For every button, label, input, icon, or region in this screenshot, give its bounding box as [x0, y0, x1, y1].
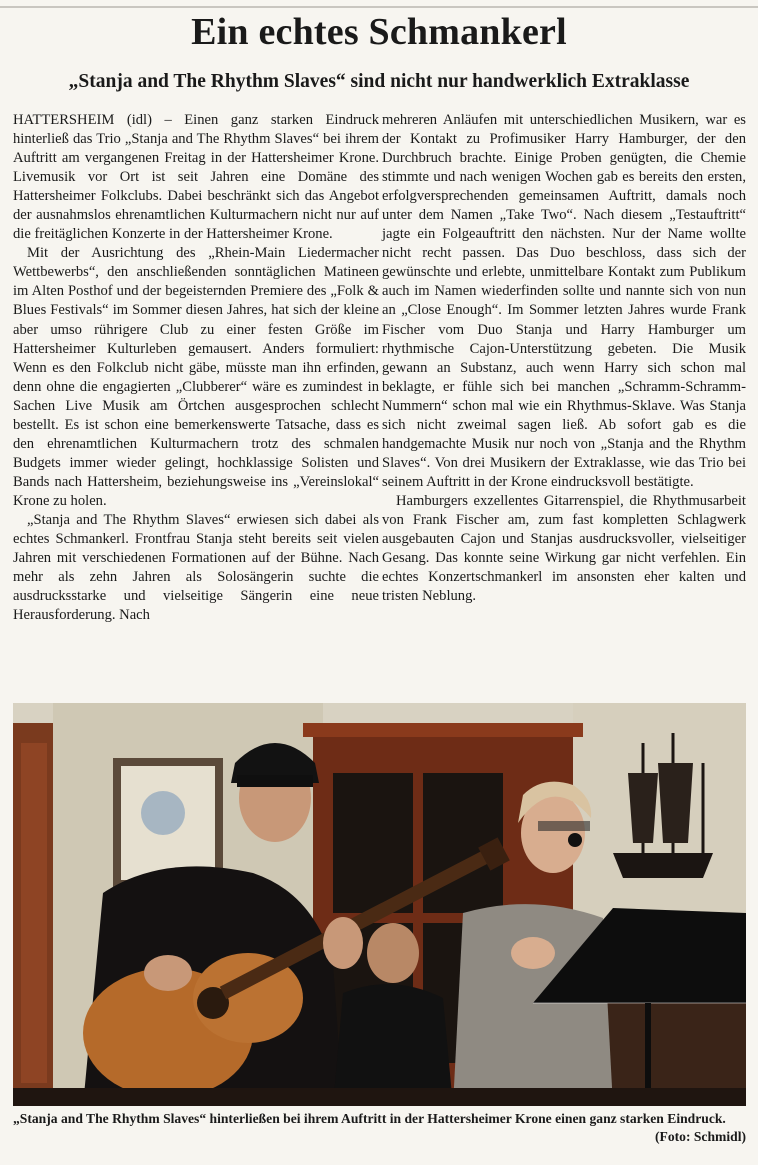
paragraph: mehreren Anläufen mit unterschiedlichen Musikern, war es der Kontakt zu Profimusiker Harry Hamburger, der den Durchbruch brachte. Einige Proben genügten, die Chemie stimmte und nach wenigen Wochen gab es bereits den ersten, erfolgversprechenden gemeinsamen Auftritt, damals noch unter dem Namen „Take Two“. Nach diesem „Testauftritt“ jagte ein Folgeauftritt den nächsten. Nur der Name wollte nicht recht passen. Das Duo beschloss, dass sich der gewünschte und erlebte, unmittelbare Kontakt zum Publikum auch im Namen wiederfinden sollte und nannte sich von nun an „Close Enough“. Im Sommer letzten Jahres wurde Frank Fischer vom Duo Stanja und Harry Hamburger um rhythmische Cajon-Unterstützung gebeten. Die Musik gewann an Substanz, auch wenn Harry sich schon mal beklagte, er fühle sich bei manchen „Schramm-Schramm-Nummern“ schon mal wie ein Rhythmus-Sklave. Was Stanja sich nicht zweimal sagen ließ. Ab sofort gab es die handgemachte Musik nur noch von „Stanja and the Rhythm Slaves“. Von drei Musikern der Extraklasse, wie das Trio bei seinem Auftritt in der Krone eindrucksvoll bestätigte.	[382, 112, 746, 490]
photo-caption	[13, 1110, 746, 1146]
top-rule	[0, 6, 758, 8]
photo-credit: (Foto: Schmidl)	[655, 1129, 746, 1144]
article-column-right	[382, 111, 746, 606]
subheadline: „Stanja and The Rhythm Slaves“ sind nicht nur handwerklich Extraklasse	[68, 71, 690, 92]
paragraph: HATTERSHEIM (idl) – Einen ganz starken Eindruck hinterließ das Trio „Stanja and The Rhythm Slaves“ bei ihrem Auftritt am vergangenen Freitag in der Hattersheimer Krone. Livemusik vor Ort ist seit Jahren eine Domäne des Hattersheimer Folkclubs. Dabei beschränkt sich das Angebot der ausnahmslos ehrenamtlichen Kulturmachern nicht nur auf die freitäglichen Konzerte in der Hattersheimer Krone.	[13, 112, 379, 243]
article-column-left	[13, 111, 379, 625]
headline: Ein echtes Schmankerl	[191, 11, 567, 53]
paragraph: Mit der Ausrichtung des „Rhein-Main Liedermacher Wettbewerbs“, den anschließenden sonntäglichen Matineen im Alten Posthof und der begeisternden Premiere des „Folk & Blues Festivals“ im Sommer diesen Jahres, hat sich der kleine aber umso rührigere Club zu einer festen Größe im Hattersheimer Kulturleben gemausert. Anders formuliert: Wenn es den Folkclub nicht gäbe, müsste man ihn erfinden, denn ohne die engagierten „Clubberer“ wäre es zumindest in Sachen Live Musik am Örtchen ausgesprochen schlecht bestellt. Es ist schon eine bemerkenswerte Tatsache, dass es den ehrenamtlichen Kulturmachern trotz des schmalen Budgets immer wieder gelingt, hochklassige Solisten und Bands nach Hattersheim, beziehungsweise ins „Vereinslokal“ Krone zu holen.	[13, 245, 379, 509]
band-photo	[13, 703, 746, 1106]
paragraph: „Stanja and The Rhythm Slaves“ erwiesen sich dabei als echtes Schmankerl. Frontfrau Stanja steht bereits seit vielen Jahren mit verschiedenen Formationen auf der Bühne. Nach mehr als zehn Jahren als Solosängerin suchte die ausdrucksstarke und vielseitige Sängerin eine neue Herausforderung. Nach	[13, 511, 379, 624]
caption-text: „Stanja and The Rhythm Slaves“ hinterließen bei ihrem Auftritt in der Hattersheimer Krone einen ganz starken Eindruck.	[13, 1111, 726, 1126]
paragraph: Hamburgers exzellentes Gitarrenspiel, die Rhythmusarbeit von Frank Fischer am, zum fast kompletten Schlagwerk ausgebauten Cajon und Stanjas ausdrucksvoller, vielseitiger Gesang. Das konnte seine Wirkung gar nicht verfehlen. Ein echtes Konzertschmankerl im ansonsten eher kalten und tristen Neblung.	[382, 492, 746, 605]
